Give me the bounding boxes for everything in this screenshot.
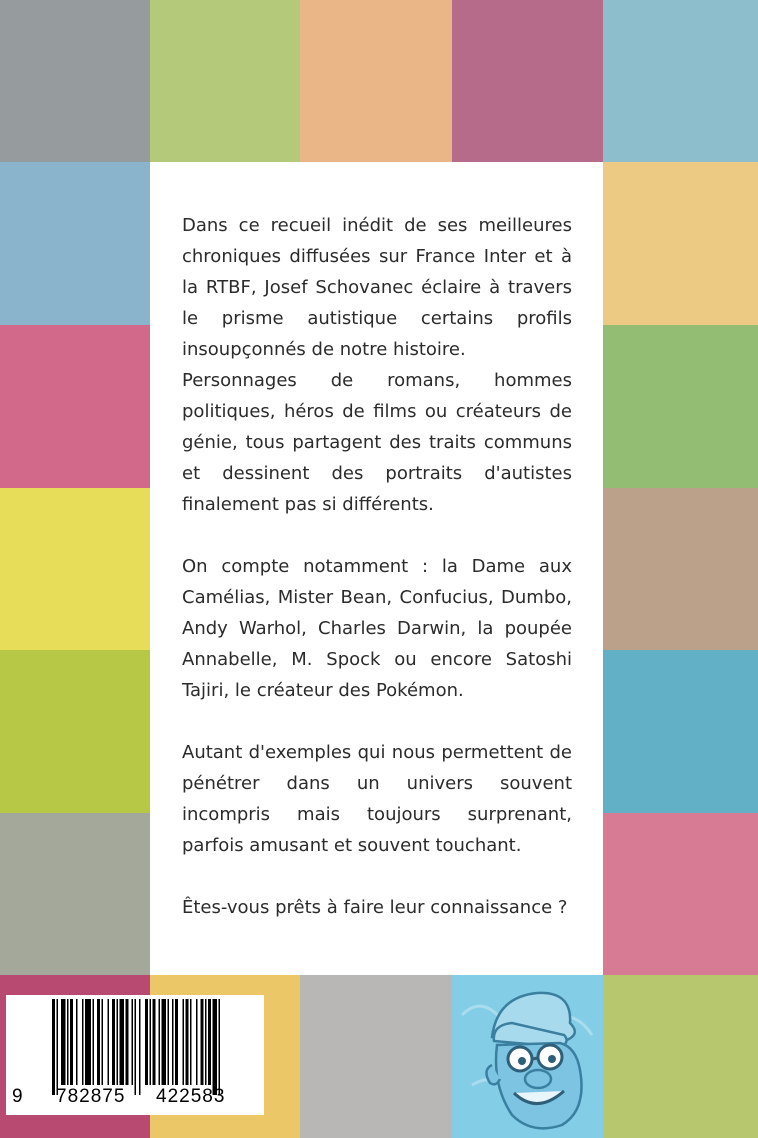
smurf-icon — [452, 975, 603, 1138]
blurb-paragraph-2: Personnages de romans, hommes politiques, héros de films ou créateurs de génie, tous partagent des traits communs et dessinent des portraits d'autistes finalement pas si différents. — [182, 370, 572, 515]
back-cover-blurb — [182, 210, 572, 954]
tile-right-4 — [603, 650, 758, 813]
barcode-bar — [183, 999, 185, 1085]
tile-left-2 — [0, 325, 150, 488]
blurb-paragraph-4: Autant d'exemples qui nous permettent de pénétrer dans un univers souvent incompris mais toujours surprenant, parfois amusant et souvent touchant. — [182, 742, 572, 856]
barcode-bar — [196, 999, 198, 1085]
barcode-bar — [186, 999, 189, 1085]
tile-top-4 — [452, 0, 603, 162]
barcode-bar — [208, 999, 211, 1085]
barcode-bar — [70, 999, 73, 1085]
barcode-left-digits: 782875 — [56, 1086, 126, 1107]
barcode-bar — [117, 999, 119, 1085]
barcode-bar — [201, 999, 204, 1085]
barcode-bar — [67, 999, 69, 1085]
tile-bottom-5 — [603, 975, 758, 1138]
tile-top-1 — [0, 0, 150, 162]
tile-right-5 — [603, 813, 758, 975]
tile-top-2 — [150, 0, 300, 162]
barcode-bar — [76, 999, 78, 1085]
tile-right-1 — [603, 162, 758, 325]
barcode-prefix-digit: 9 — [12, 1086, 23, 1107]
barcode-bar — [175, 999, 178, 1085]
barcode-bar — [120, 999, 125, 1085]
barcode-bar — [205, 999, 207, 1085]
blurb-paragraph-1: Dans ce recueil inédit de ses meilleures chroniques diffusées sur France Inter et à la RTBF, Josef Schovanec éclaire à travers le prisme autistique certains profils insoupçonnés de notre histoire. — [182, 215, 572, 360]
barcode-bar — [135, 999, 137, 1095]
barcode-right-digits: 422583 — [156, 1086, 226, 1107]
barcode-bar — [132, 999, 134, 1085]
barcode-bar — [52, 999, 55, 1095]
barcode-bar — [150, 999, 152, 1085]
tile-right-3 — [603, 488, 758, 650]
tile-right-2 — [603, 325, 758, 488]
tile-left-4 — [0, 650, 150, 813]
barcode-bar — [162, 999, 167, 1085]
barcode-bar — [102, 999, 104, 1085]
tile-bottom-3 — [300, 975, 452, 1138]
tile-left-1 — [0, 162, 150, 325]
blurb-paragraph-5: Êtes-vous prêts à faire leur connaissance ? — [182, 897, 568, 918]
tile-top-3 — [300, 0, 452, 162]
barcode-bar — [172, 999, 174, 1085]
barcode-bar — [139, 999, 141, 1095]
barcode-bar — [219, 999, 221, 1095]
barcode-bar — [93, 999, 95, 1085]
barcode-bar — [108, 999, 110, 1085]
barcode-bar — [190, 999, 192, 1085]
barcode-bar — [97, 999, 100, 1085]
barcode-bars — [6, 995, 264, 1095]
tile-left-5 — [0, 813, 150, 975]
barcode-bar — [145, 999, 148, 1085]
barcode-bar — [112, 999, 115, 1085]
barcode-bar — [159, 999, 161, 1085]
barcode-bar — [126, 999, 129, 1085]
tile-top-5 — [603, 0, 758, 162]
barcode-bar — [61, 999, 66, 1085]
barcode-bar — [85, 999, 91, 1085]
barcode-bar — [153, 999, 156, 1085]
barcode-bar — [168, 999, 170, 1085]
tile-left-3 — [0, 488, 150, 650]
barcode-bar — [213, 999, 218, 1095]
blurb-paragraph-3: On compte notamment : la Dame aux Camélias, Mister Bean, Confucius, Dumbo, Andy Warhol, Charles Darwin, la poupée Annabelle, M. Spock ou encore Satoshi Tajiri, le créateur des Pokémon. — [182, 556, 572, 701]
barcode-bar — [57, 999, 59, 1095]
barcode-bar — [82, 999, 84, 1085]
isbn-barcode — [6, 995, 264, 1115]
